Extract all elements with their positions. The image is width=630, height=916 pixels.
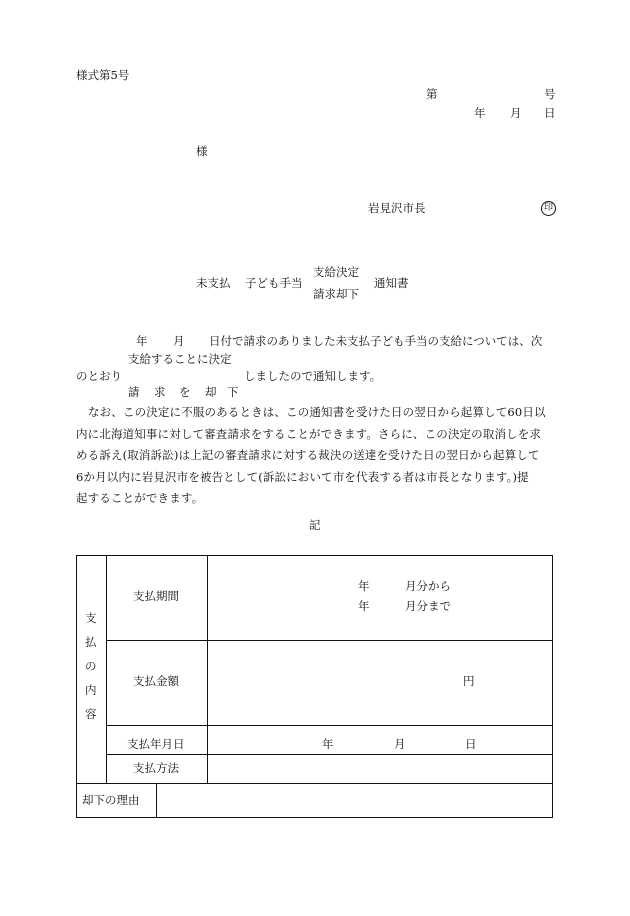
- payment-method-label: 支払方法: [133, 761, 179, 775]
- side-label-char: 内: [85, 683, 97, 697]
- issue-date-year: 年: [474, 106, 486, 120]
- appeal-notice-line: 内に北海道知事に対して審査請求をすることができます。さらに、この決定の取消しを求: [76, 426, 542, 441]
- issuer-name: 岩見沢市長: [368, 201, 426, 215]
- form-number: 様式第5号: [76, 68, 130, 82]
- side-label-char: 容: [85, 707, 97, 721]
- appeal-notice-line: なお、この決定に不服のあるときは、この通知書を受けた日の翌日から起算して60日以: [88, 405, 546, 419]
- title-part-unpaid: 未支払: [196, 276, 231, 290]
- appeal-notice-line: 6か月以内に岩見沢市を被告として(訴訟において市を代表する者は市長となります。)提: [76, 469, 529, 484]
- body-date-month: 月: [173, 334, 185, 348]
- appeal-notice-line: める訴え(取消訴訟)は上記の審査請求に対する裁決の送達を受けた日の翌日から起算して: [76, 448, 540, 462]
- payment-amount-label: 支払金額: [133, 674, 179, 688]
- body-option-reject-4: 却: [205, 385, 217, 399]
- seal-mark: 印: [541, 201, 556, 216]
- body-option-reject-2: 求: [154, 385, 166, 399]
- ki-heading: 記: [309, 518, 321, 532]
- body-option-pay: 支給することに決定: [128, 352, 232, 366]
- body-line-1: 日付で請求のありました未支払子ども手当の支給については、次: [209, 334, 543, 348]
- issue-date-day: 日: [544, 106, 556, 120]
- payment-period-label: 支払期間: [133, 589, 179, 603]
- side-label-char: の: [85, 659, 97, 673]
- body-option-reject-3: を: [179, 385, 191, 399]
- side-label-char: 支: [85, 611, 97, 625]
- body-lead: のとおり: [76, 369, 122, 383]
- document-number-suffix: 号: [544, 87, 556, 101]
- title-option-payment-decision: 支給決定: [313, 265, 359, 279]
- appeal-notice: [76, 402, 554, 510]
- period-from-year: 年: [358, 579, 370, 593]
- period-from-month: 月分から: [405, 579, 451, 593]
- title-part-notice: 通知書: [374, 276, 409, 290]
- addressee-honorific: 様: [196, 144, 208, 158]
- appeal-notice-line: 起することができます。: [76, 491, 204, 505]
- body-option-reject-5: 下: [227, 385, 239, 399]
- issue-date-month: 月: [510, 106, 522, 120]
- document-number-prefix: 第: [426, 87, 438, 101]
- payment-date-month: 月: [394, 737, 406, 751]
- rejection-reason-label: 却下の理由: [82, 793, 140, 807]
- title-part-allowance: 子ども手当: [245, 276, 303, 290]
- period-to-month: 月分まで: [405, 599, 451, 613]
- body-date-year: 年: [136, 334, 148, 348]
- payment-date-year: 年: [322, 737, 334, 751]
- amount-unit-yen: 円: [463, 674, 475, 688]
- body-option-reject-1: 請: [128, 385, 140, 399]
- period-to-year: 年: [358, 599, 370, 613]
- payment-date-label: 支払年月日: [127, 737, 185, 751]
- payment-date-day: 日: [465, 737, 477, 751]
- body-trail: しましたので通知します。: [244, 369, 382, 383]
- side-label-char: 払: [85, 635, 97, 649]
- title-option-claim-rejection: 請求却下: [313, 287, 359, 301]
